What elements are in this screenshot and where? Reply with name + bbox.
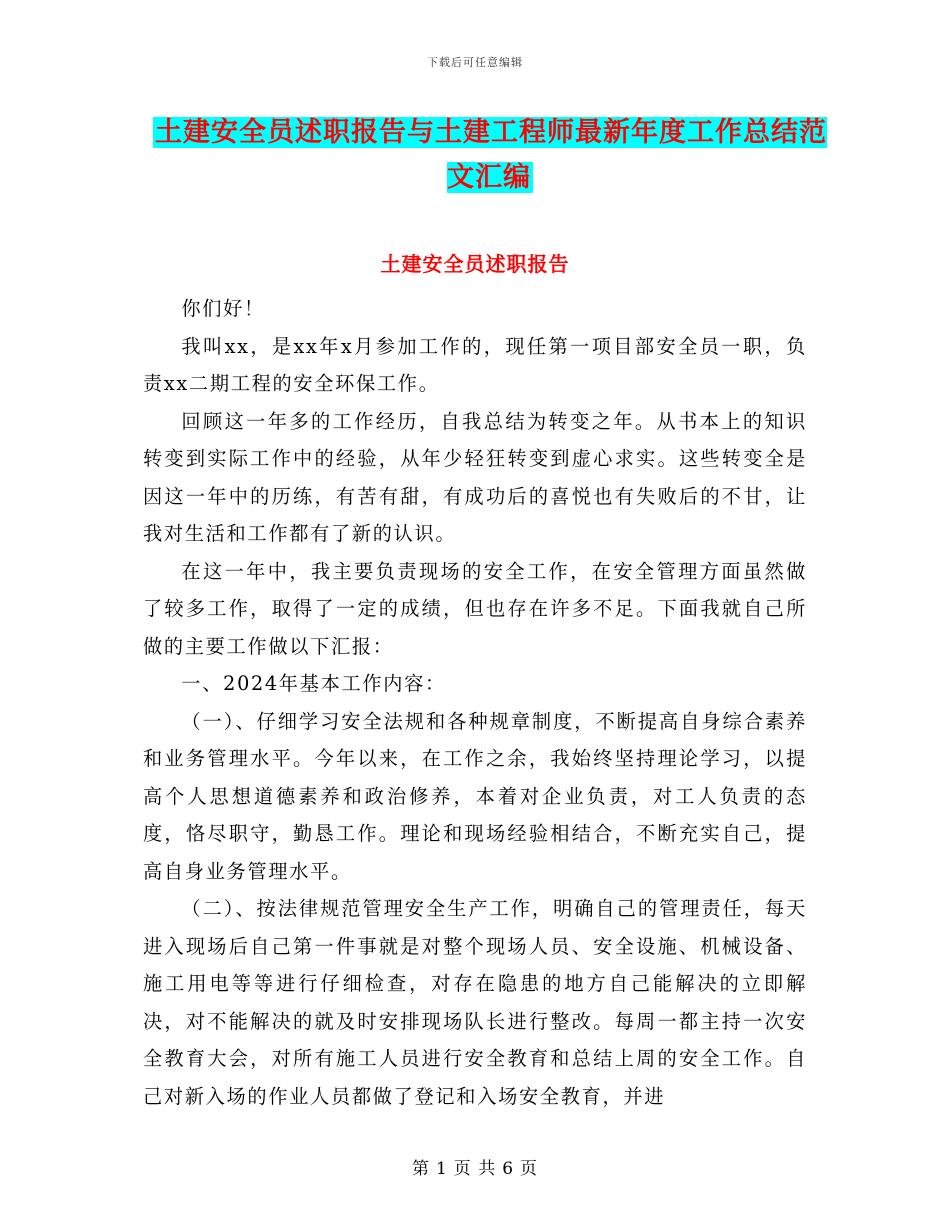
footer-middle: 页 共 [453, 1159, 497, 1179]
page-footer [0, 1154, 950, 1179]
paragraph: （二）、按法律规范管理安全生产工作，明确自己的管理责任，每天进入现场后自己第一件事就是对整个现场人员、安全设施、机械设备、施工用电等等进行仔细检查，对存在隐患的地方自己能解决的立即解决，对不能解决的就及时安排现场队长进行整改。每周一都主持一次安全教育大会，对所有施工人员进行安全教育和总结上周的安全工作。自己对新入场的作业人员都做了登记和入场安全教育，并进 [143, 897, 807, 1108]
document-title [140, 110, 840, 200]
paragraph: 我叫xx，是xx年x月参加工作的，现任第一项目部安全员一职，负责xx二期工程的安全环保工作。 [143, 334, 807, 395]
section-title: 土建安全员述职报告 [380, 252, 570, 276]
paragraph: （一）、仔细学习安全法规和各种规章制度，不断提高自身综合素养和业务管理水平。今年以来，在工作之余，我始终坚持理论学习，以提高个人思想道德素养和政治修养，本着对企业负责，对工人负责的态度，恪尽职守，勤恳工作。理论和现场经验相结合，不断充实自己，提高自身业务管理水平。 [143, 709, 807, 883]
paragraph: 在这一年中，我主要负责现场的安全工作，在安全管理方面虽然做了较多工作，取得了一定的成绩，但也存在许多不足。下面我就自己所做的主要工作做以下汇报： [143, 559, 807, 658]
footer-prefix: 第 [411, 1159, 430, 1179]
footer-total-pages: 6 [502, 1159, 515, 1179]
footer-page-number: 1 [435, 1159, 448, 1179]
header-note: 下载后可任意编辑 [427, 56, 523, 69]
paragraph: 回顾这一年多的工作经历，自我总结为转变之年。从书本上的知识转变到实际工作中的经验，从年少轻狂转变到虚心求实。这些转变全是因这一年中的历练，有苦有甜，有成功后的喜悦也有失败后的不甘，让我对生活和工作都有了新的认识。 [143, 409, 807, 545]
paragraph: 一、2024年基本工作内容： [181, 672, 446, 695]
document-body [143, 290, 807, 1115]
document-title-text: 土建安全员述职报告与土建工程师最新年度工作总结范文汇编 [155, 117, 827, 193]
paragraph: 你们好！ [181, 297, 265, 320]
footer-suffix: 页 [520, 1159, 539, 1179]
